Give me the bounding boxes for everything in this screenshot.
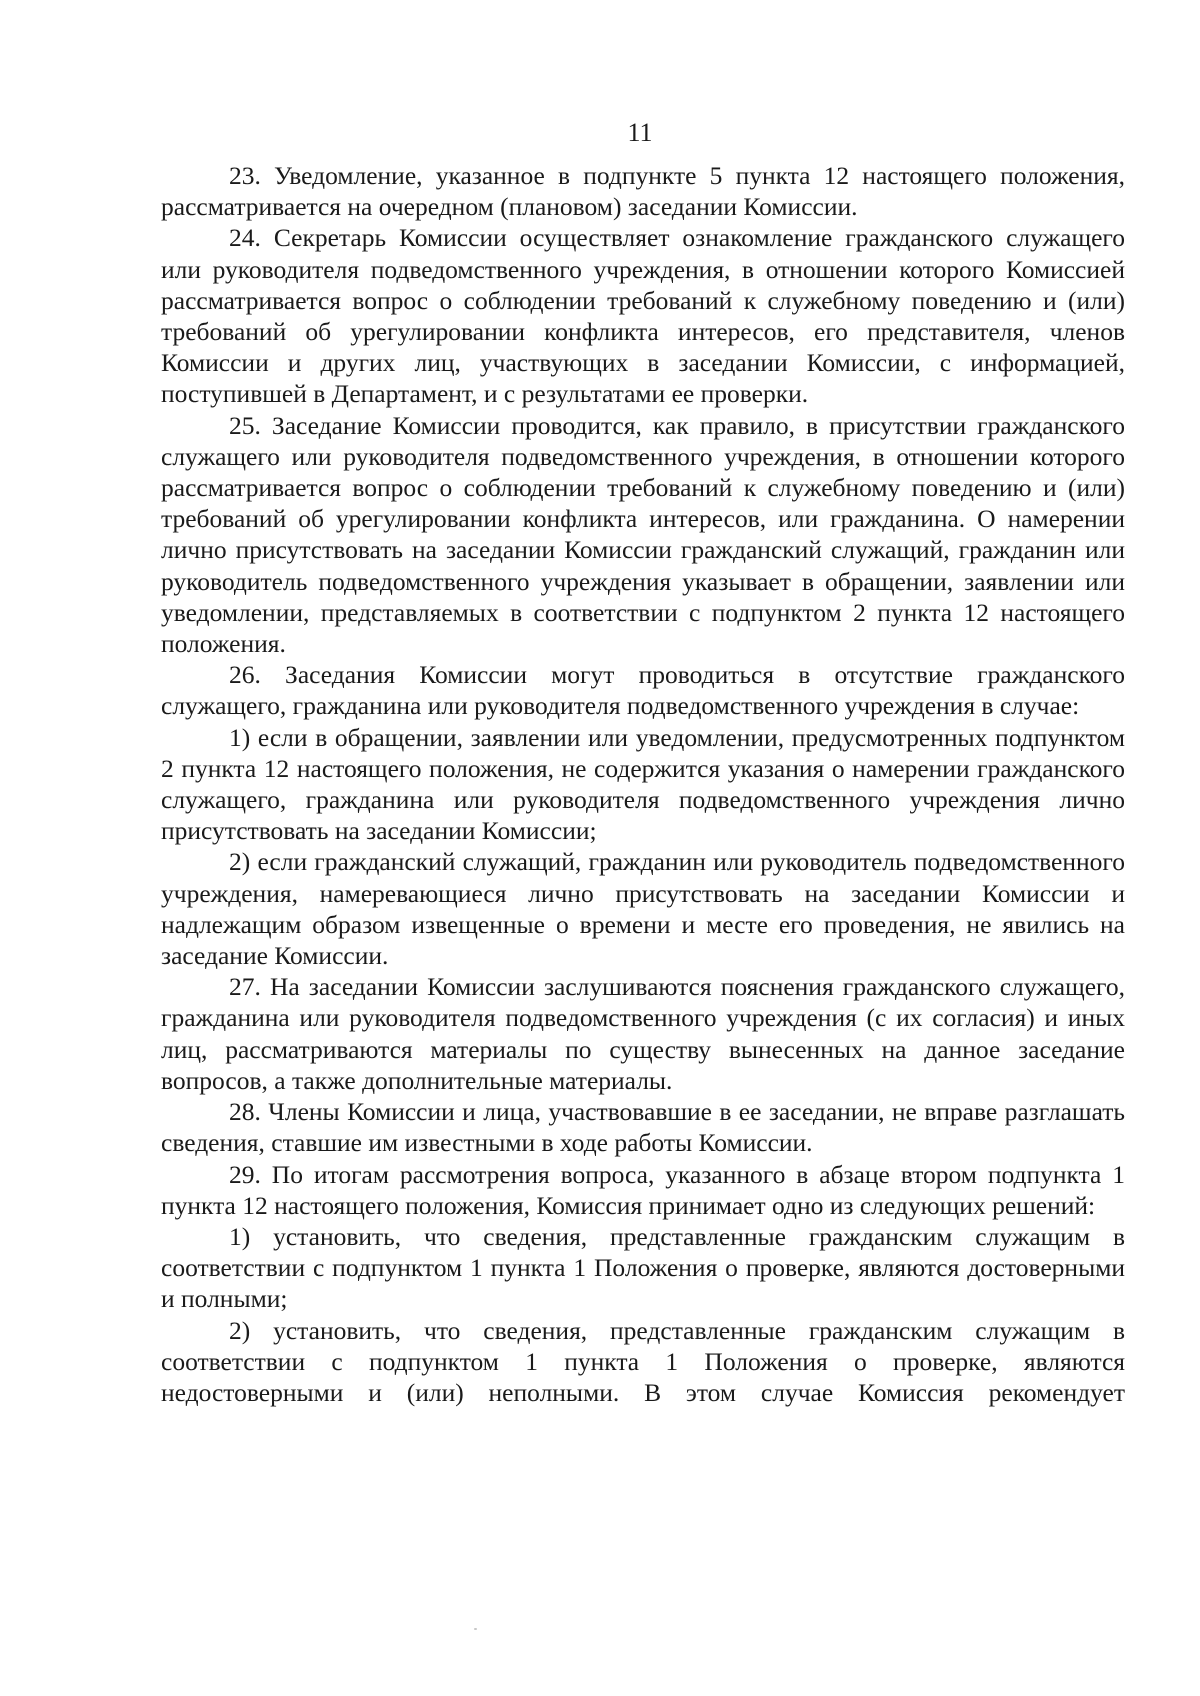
paragraph-29-item-1: 1) установить, что сведения, представленные гражданским служащим в соответствии с подпунктом 1 пункта 1 Положения о проверке, являются достоверными и полными; [161,1221,1125,1314]
paragraph-26: 26. Заседания Комиссии могут проводиться в отсутствие гражданского служащего, гражданина или руководителя подведомственного учреждения в случае: [161,660,1125,721]
paragraph-24: 24. Секретарь Комиссии осуществляет ознакомление гражданского служащего или руководителя подведомственного учреждения, в отношении которого Комиссией рассматривается вопрос о соблюдении требований к служебному поведению и (или) требований об урегулировании конфликта интересов, его представителя, членов Комиссии и других лиц, участвующих в заседании Комиссии, с информацией, поступившей в Департамент, и с результатами ее проверки. [161,223,1125,409]
paragraph-23: 23. Уведомление, указанное в подпункте 5 пункта 12 настоящего положения, рассматривается на очередном (плановом) заседании Комиссии. [161,161,1125,222]
scan-speck [474,1628,477,1630]
paragraph-28: 28. Члены Комиссии и лица, участвовавшие в ее заседании, не вправе разглашать сведения, ставшие им известными в ходе работы Комиссии. [161,1097,1125,1158]
paragraph-29: 29. По итогам рассмотрения вопроса, указанного в абзаце втором подпункта 1 пункта 12 настоящего положения, Комиссия принимает одно из следующих решений: [161,1159,1125,1220]
paragraph-25: 25. Заседание Комиссии проводится, как правило, в присутствии гражданского служащего или руководителя подведомственного учреждения, в отношении которого рассматривается вопрос о соблюдении требований к служебному поведению и (или) требований об урегулировании конфликта интересов, или гражданина. О намерении лично присутствовать на заседании Комиссии гражданский служащий, гражданин или руководитель подведомственного учреждения указывает в обращении, заявлении или уведомлении, представляемых в соответствии с подпунктом 2 пункта 12 настоящего положения. [161,410,1125,659]
paragraph-26-item-1: 1) если в обращении, заявлении или уведомлении, предусмотренных подпунктом 2 пункта 12 настоящего положения, не содержится указания о намерении гражданского служащего, гражданина или руководителя подведомственного учреждения лично присутствовать на заседании Комиссии; [161,722,1125,846]
paragraph-26-item-2: 2) если гражданский служащий, гражданин или руководитель подведомственного учреждения, намеревающиеся лично присутствовать на заседании Комиссии и надлежащим образом извещенные о времени и месте его проведения, не явились на заседание Комиссии. [161,847,1125,971]
document-body [161,160,1125,1408]
paragraph-27: 27. На заседании Комиссии заслушиваются пояснения гражданского служащего, гражданина или руководителя подведомственного учреждения (с их согласия) и иных лиц, рассматриваются материалы по существу вынесенных на данное заседание вопросов, а также дополнительные материалы. [161,972,1125,1095]
paragraph-29-item-2: 2) установить, что сведения, представленные гражданским служащим в соответствии с подпунктом 1 пункта 1 Положения о проверке, являются недостоверными и (или) неполными. В этом случае Комиссия рекомендует [161,1315,1125,1407]
page-number: 11 [627,118,653,147]
